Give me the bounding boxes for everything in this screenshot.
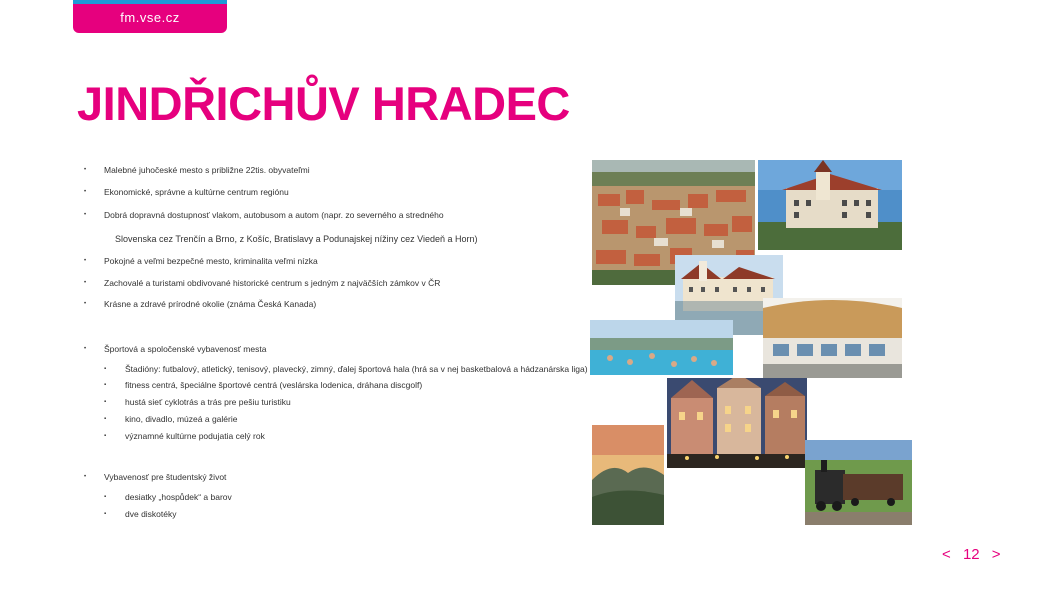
list-item-text: Športová a spoločenské vybavenosť mesta bbox=[104, 344, 267, 354]
bullet-marker: • bbox=[84, 212, 87, 218]
list-item-text: Malebné juhočeské mesto s približne 22tis. obyvateľmi bbox=[104, 165, 310, 175]
list-item-text: Dobrá dopravná dostupnosť vlakom, autobusom a autom (napr. zo severného a stredného bbox=[104, 210, 444, 220]
town-square-photo bbox=[667, 378, 807, 468]
landscape-photo bbox=[592, 425, 664, 525]
sub-bullet-marker: ▪ bbox=[104, 382, 107, 388]
sub-list-item-text: hustá sieť cyklotrás a trás pre pešiu turistiku bbox=[125, 397, 291, 407]
site-tab-label[interactable]: fm.vse.cz bbox=[120, 10, 180, 25]
page-title: JINDŘICHŮV HRADEC bbox=[77, 77, 570, 130]
sub-list-item-text: kino, divadlo, múzeá a galérie bbox=[125, 414, 238, 424]
bullet-marker: • bbox=[84, 189, 87, 195]
bullet-marker: • bbox=[84, 167, 87, 173]
sub-list-item-text: dve diskotéky bbox=[125, 509, 177, 519]
sub-bullet-marker: ▪ bbox=[104, 494, 107, 500]
sub-bullet-marker: ▪ bbox=[104, 511, 107, 517]
train-photo bbox=[805, 440, 912, 525]
list-item-text: Krásne a zdravé prírodné okolie (známa Česká Kanada) bbox=[104, 299, 317, 309]
sub-list-item-text: významné kultúrne podujatia celý rok bbox=[125, 431, 265, 441]
bullet-marker: • bbox=[84, 346, 87, 352]
list-item-text: Ekonomické, správne a kultúrne centrum regiónu bbox=[104, 187, 289, 197]
sub-bullet-marker: ▪ bbox=[104, 399, 107, 405]
castle-photo bbox=[758, 160, 902, 250]
sports-hall-photo bbox=[763, 298, 902, 378]
sub-bullet-marker: ▪ bbox=[104, 366, 107, 372]
swimming-pool-photo bbox=[590, 320, 733, 375]
list-item-continuation: Slovenska cez Trenčín a Brno, z Košíc, Bratislavy a Podunajskej nížiny cez Viedeň a Horn) bbox=[115, 234, 478, 244]
bullet-marker: • bbox=[84, 280, 87, 286]
sub-bullet-marker: ▪ bbox=[104, 433, 107, 439]
sub-list-item-text: fitness centrá, špeciálne športové centrá (veslárska lodenica, dráhana discgolf) bbox=[125, 380, 423, 390]
sub-bullet-marker: ▪ bbox=[104, 416, 107, 422]
list-item-text: Vybavenosť pre študentský život bbox=[104, 472, 227, 482]
bullet-marker: • bbox=[84, 301, 87, 307]
page-number: 12 bbox=[962, 546, 980, 563]
list-item-text: Zachovalé a turistami obdivované historické centrum s jedným z najväčších zámkov v ČR bbox=[104, 278, 441, 288]
sub-list-item-text: Štadióny: futbalový, atletický, tenisový, plavecký, zimný, ďalej športová hala (hrá sa v nej basketbalová a hádzanárska liga) bbox=[125, 364, 588, 374]
next-page-button[interactable]: > bbox=[991, 546, 1001, 563]
site-tab[interactable] bbox=[73, 0, 227, 33]
list-item-text: Pokojné a veľmi bezpečné mesto, kriminalita veľmi nízka bbox=[104, 256, 318, 266]
prev-page-button[interactable]: < bbox=[942, 546, 951, 563]
pagination bbox=[938, 546, 1005, 563]
bullet-marker: • bbox=[84, 258, 87, 264]
bullet-marker: • bbox=[84, 474, 87, 480]
sub-list-item-text: desiatky „hospůdek“ a barov bbox=[125, 492, 232, 502]
